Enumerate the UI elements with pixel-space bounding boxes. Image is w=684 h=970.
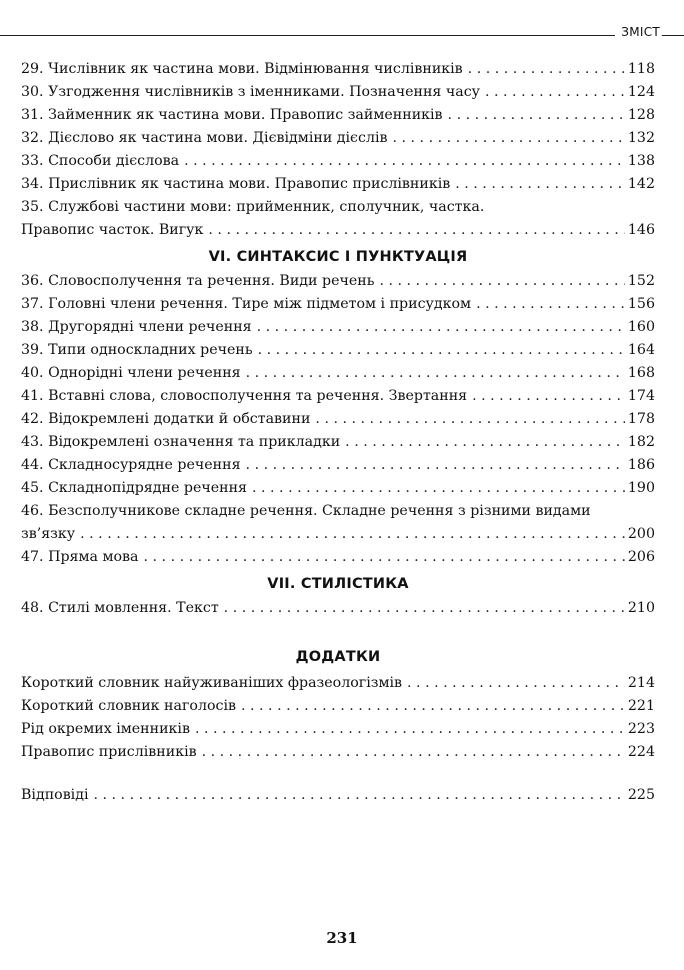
dot-leader <box>345 431 625 454</box>
toc-entry-page: 186 <box>627 457 655 473</box>
answers-entry <box>21 784 655 807</box>
toc-entry-page: 124 <box>627 84 655 100</box>
toc-entry <box>21 293 655 316</box>
toc-entry-title-line2: Правопис часток. Вигук <box>21 222 204 238</box>
toc-entry-title: 37. Головні члени речення. Тире між підметом і присудком <box>21 296 472 312</box>
toc-entry-title: 38. Другорядні члени речення <box>21 319 252 335</box>
dot-leader <box>208 219 625 242</box>
toc-entry-title: 41. Вставні слова, словосполучення та речення. Звертання <box>21 388 468 404</box>
toc-entry-title: 29. Числівник як частина мови. Відмінювання числівників <box>21 61 463 77</box>
toc-entry-page: 138 <box>627 153 655 169</box>
toc-entry <box>21 477 655 500</box>
toc-entry-title: 42. Відокремлені додатки й обставини <box>21 411 311 427</box>
toc-entry <box>21 58 655 81</box>
header-label: ЗМІСТ <box>615 25 660 39</box>
dot-leader <box>258 339 625 362</box>
toc-entry <box>21 150 655 173</box>
dot-leader <box>241 695 625 718</box>
dot-leader <box>184 150 625 173</box>
toc-entry <box>21 454 655 477</box>
dot-leader <box>257 316 625 339</box>
appendix-entry-page: 221 <box>627 698 655 714</box>
toc-entry-page: 146 <box>627 222 655 238</box>
appendix-entry-page: 224 <box>627 744 655 760</box>
toc-entry <box>21 104 655 127</box>
dot-leader <box>144 546 625 569</box>
running-header <box>0 22 684 46</box>
dot-leader <box>468 58 625 81</box>
dot-leader <box>80 523 625 546</box>
appendix-entry-title: Рід окремих іменників <box>21 721 190 737</box>
toc-entry <box>21 81 655 104</box>
toc-entry-title: 30. Узгодження числівників з іменниками. Позначення часу <box>21 84 480 100</box>
toc-entry-title: 36. Словосполучення та речення. Види речень <box>21 273 375 289</box>
dot-leader <box>407 672 625 695</box>
toc-entry-page: 206 <box>627 549 655 565</box>
toc-entry-page: 190 <box>627 480 655 496</box>
dot-leader <box>476 293 625 316</box>
toc-entry-page: 118 <box>627 61 655 77</box>
answers-entry-page: 225 <box>627 787 655 803</box>
dot-leader <box>315 408 624 431</box>
toc-entry-page: 152 <box>627 273 655 289</box>
toc-entry-multiline <box>21 196 655 242</box>
appendix-entry-title: Правопис прислівників <box>21 744 197 760</box>
dot-leader <box>202 741 625 764</box>
toc-entry-title: 31. Займенник як частина мови. Правопис займенників <box>21 107 443 123</box>
toc-entry-page: 174 <box>627 388 655 404</box>
toc-entry-title-line2: зв’язку <box>21 526 76 542</box>
appendix-entry <box>21 695 655 718</box>
appendix-entry-page: 214 <box>627 675 655 691</box>
header-rule-tail <box>662 35 684 36</box>
toc-entry <box>21 127 655 150</box>
dot-leader <box>246 362 625 385</box>
appendix-entry-title: Короткий словник наголосів <box>21 698 236 714</box>
dot-leader <box>195 718 625 741</box>
toc-entry-page: 168 <box>627 365 655 381</box>
toc-entry-page: 200 <box>627 526 655 542</box>
toc-entry-title: 33. Способи дієслова <box>21 153 180 169</box>
toc-entry-title: 43. Відокремлені означення та прикладки <box>21 434 341 450</box>
toc-entry-title-line1: 35. Службові частини мови: прийменник, сполучник, частка. <box>21 199 485 215</box>
toc-entry-title: 34. Прислівник як частина мови. Правопис прислівників <box>21 176 451 192</box>
section-heading: VI. СИНТАКСИС І ПУНКТУАЦІЯ <box>208 249 468 265</box>
toc-entry-title: 39. Типи односкладних речень <box>21 342 253 358</box>
dot-leader <box>224 597 625 620</box>
toc-entry-page: 182 <box>627 434 655 450</box>
toc-entry-page: 160 <box>627 319 655 335</box>
toc-entry <box>21 431 655 454</box>
toc-entry <box>21 385 655 408</box>
page-number: 231 <box>326 929 358 947</box>
appendix-entry-title: Короткий словник найуживаніших фразеологізмів <box>21 675 403 691</box>
toc-entry <box>21 597 655 620</box>
toc-entry-title-line1: 46. Безсполучникове складне речення. Складне речення з різними видами <box>21 503 591 519</box>
toc-entry-page: 128 <box>627 107 655 123</box>
dot-leader <box>246 454 625 477</box>
toc-entry-page: 142 <box>627 176 655 192</box>
dot-leader <box>448 104 625 127</box>
toc-entry-page: 132 <box>627 130 655 146</box>
toc-entry <box>21 339 655 362</box>
dot-leader <box>379 270 624 293</box>
toc-entry-page: 156 <box>627 296 655 312</box>
section-heading: VII. СТИЛІСТИКА <box>267 576 409 592</box>
toc-entry-multiline <box>21 500 655 546</box>
toc-entry <box>21 173 655 196</box>
toc-entry-title: 32. Дієслово як частина мови. Дієвідміни дієслів <box>21 130 388 146</box>
table-of-contents <box>21 58 655 807</box>
appendix-entry <box>21 718 655 741</box>
dot-leader <box>455 173 625 196</box>
toc-entry-page: 178 <box>627 411 655 427</box>
toc-entry-title: 45. Складнопідрядне речення <box>21 480 247 496</box>
appendix-entry <box>21 741 655 764</box>
toc-entry-title: 48. Стилі мовлення. Текст <box>21 600 219 616</box>
toc-entry-page: 164 <box>627 342 655 358</box>
appendix-heading: ДОДАТКИ <box>295 649 381 665</box>
dot-leader <box>94 784 625 807</box>
toc-entry <box>21 546 655 569</box>
header-rule <box>0 35 626 36</box>
appendix-entry <box>21 672 655 695</box>
dot-leader <box>252 477 625 500</box>
toc-entry <box>21 270 655 293</box>
toc-entry-page: 210 <box>627 600 655 616</box>
dot-leader <box>485 81 625 104</box>
toc-entry-title: 47. Пряма мова <box>21 549 139 565</box>
answers-entry-title: Відповіді <box>21 787 89 803</box>
toc-entry <box>21 408 655 431</box>
toc-entry <box>21 362 655 385</box>
dot-leader <box>393 127 625 150</box>
appendix-entry-page: 223 <box>627 721 655 737</box>
toc-entry-title: 44. Складносурядне речення <box>21 457 241 473</box>
toc-entry <box>21 316 655 339</box>
dot-leader <box>472 385 625 408</box>
toc-entry-title: 40. Однорідні члени речення <box>21 365 241 381</box>
